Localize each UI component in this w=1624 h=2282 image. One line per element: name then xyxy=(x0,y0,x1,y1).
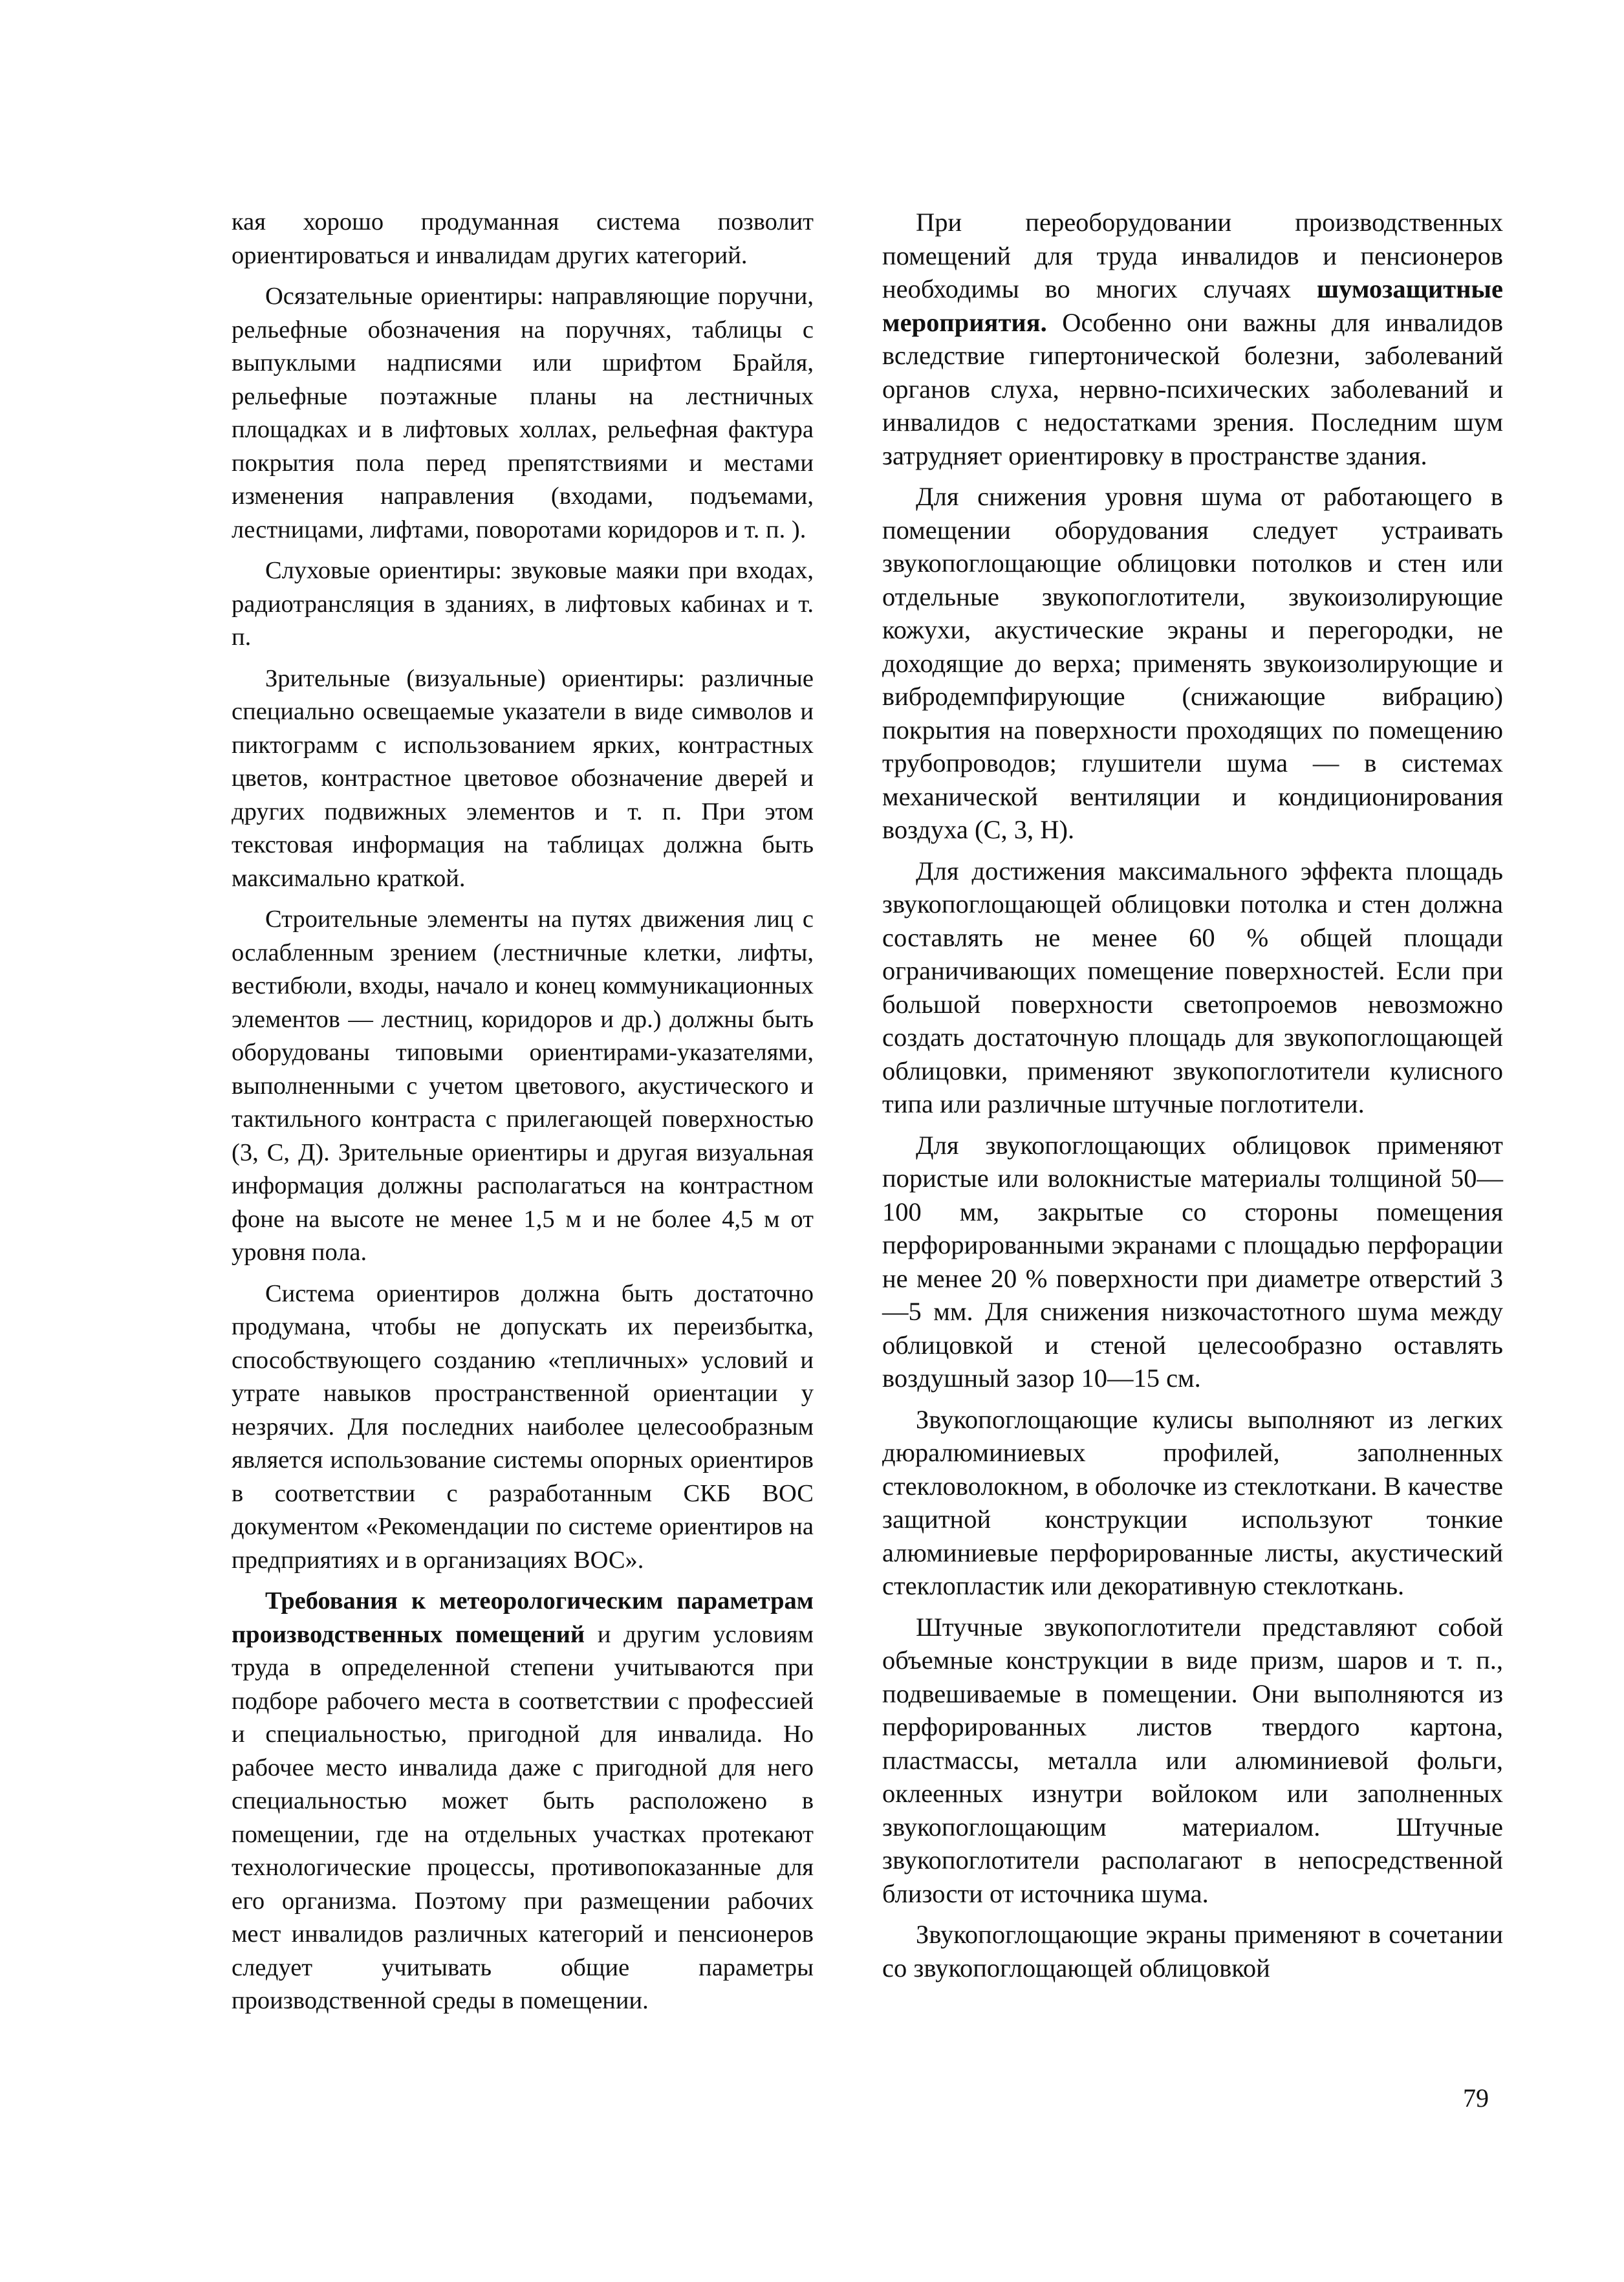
paragraph-text: Особенно они важны для инвалидов вследствие гипертонической болезни, заболеваний органов слуха, нервно-психических заболеваний и инвалидов с недостатками зрения. Последним шум затрудняет ориентировку в пространстве здания. xyxy=(882,307,1503,470)
paragraph: Для достижения максимального эффекта площадь звукопоглощающей облицовки потолка и стен должна составлять не менее 60 % общей площади ограничивающих помещение поверхностей. Если при большой поверхности светопроемов невозможно создать достаточную площадь для звукопоглощающей облицовки, применяют звукопоглотители кулисного типа или различные штучные поглотители. xyxy=(882,856,1503,1118)
paragraph-text: и другим условиям труда в определенной степени учитываются при подборе рабочего места в соответствии с профессией и специальностью, пригодной для инвалида. Но рабочее место инвалида даже с пригодной для него специальностью может быть расположено в помещении, где на отдельных участках протекают технологические процессы, противопоказанные для его организма. Поэтому при размещении рабочих мест инвалидов различных категорий и пенсионеров следует учитывать общие параметры производственной среды в помещении. xyxy=(232,1620,814,2014)
paragraph xyxy=(232,1585,814,2018)
left-column xyxy=(232,206,814,2026)
paragraph: Для звукопоглощающих облицовок применяют пористые или волокнистые материалы толщиной 50—100 мм, закрытые со стороны помещения перфорированными экранами с площадью перфорации не менее 20 % поверхности при диаметре отверстий 3—5 мм. Для снижения низкочастотного шума между облицовкой и стеной целесообразно оставлять воздушный зазор 10—15 см. xyxy=(882,1130,1503,1393)
paragraph: Строительные элементы на путях движения лиц с ослабленным зрением (лестничные клетки, лифты, вестибюли, входы, начало и конец коммуникационных элементов — лестниц, коридоров и др.) должны быть оборудованы типовыми ориентирами-указателями, выполненными с учетом цветового, акустического и тактильного контраста с прилегающей поверхностью (3, С, Д). Зрительные ориентиры и другая визуальная информация должны располагаться на контрастном фоне на высоте не менее 1,5 м и не более 4,5 м от уровня пола. xyxy=(232,906,814,1266)
paragraph: Слуховые ориентиры: звуковые маяки при входах, радиотрансляция в зданиях, в лифтовых кабинах и т. п. xyxy=(232,557,814,651)
paragraph: кая хорошо продуманная система позволит ориентироваться и инвалидам других категорий. xyxy=(232,208,814,269)
paragraph: Штучные звукопоглотители представляют собой объемные конструкции в виде призм, шаров и т. п., подвешиваемые в помещении. Они выполняются из перфорированных листов твердого картона, пластмассы, металла или алюминиевой фольги, оклеенных изнутри войлоком или заполненных звукопоглощающим материалом. Штучные звукопоглотители располагают в непосредственной близости от источника шума. xyxy=(882,1612,1503,1908)
page-number: 79 xyxy=(1463,2083,1489,2113)
paragraph: Осязательные ориентиры: направляющие поручни, рельефные обозначения на поручнях, таблицы с выпуклыми надписями или шрифтом Брайля, рельефные поэтажные планы на лестничных площадках и в лифтовых холлах, рельефная фактура покрытия пола перед препятствиями и местами изменения направления (входами, подъемами, лестницами, лифтами, поворотами коридоров и т. п. ). xyxy=(232,283,814,543)
paragraph xyxy=(882,206,1503,472)
paragraph: Для снижения уровня шума от работающего в помещении оборудования следует устраивать звукопоглощающие облицовки потолков и стен или отдельные звукопоглотители, звукоизолирующие кожухи, акустические экраны и перегородки, не доходящие до верха; применять звукоизолирующие и вибродемпфирующие (снижающие вибрацию) покрытия на поверхности проходящих по помещению трубопроводов; глушители шума — в системах механической вентиляции и кондиционирования воздуха (С, 3, Н). xyxy=(882,482,1503,844)
paragraph: Зрительные (визуальные) ориентиры: различные специально освещаемые указатели в виде символов и пиктограмм с использованием ярких, контрастных цветов, контрастное цветовое обозначение дверей и других подвижных элементов и т. п. При этом текстовая информация на таблицах должна быть максимально краткой. xyxy=(232,664,814,892)
right-column xyxy=(882,206,1503,1992)
paragraph: Звукопоглощающие экраны применяют в сочетании со звукопоглощающей облицовкой xyxy=(882,1920,1503,1983)
bold-term: шумозащитные мероприятия. xyxy=(882,274,1503,337)
paragraph-text: При переоборудовании производственных помещений для труда инвалидов и пенсионеров необходимы во многих случаях xyxy=(882,208,1503,303)
paragraph: Звукопоглощающие кулисы выполняют из легких дюралюминиевых профилей, заполненных стекловолокном, в оболочке из стеклоткани. В качестве защитной конструкции используют тонкие алюминиевые перфорированные листы, акустический стеклопластик или декоративную стеклоткань. xyxy=(882,1404,1503,1600)
paragraph: Система ориентиров должна быть достаточно продумана, чтобы не допускать их переизбытка, способствующего созданию «тепличных» условий и утрате навыков пространственной ориентации у незрячих. Для последних наиболее целесообразным является использование системы опорных ориентиров в соответствии с разработанным СКБ ВОС документом «Рекомендации по системе ориентиров на предприятиях и в организациях ВОС». xyxy=(232,1279,814,1574)
bold-heading: Требования к метеорологическим параметрам производственных помещений xyxy=(232,1587,814,1648)
